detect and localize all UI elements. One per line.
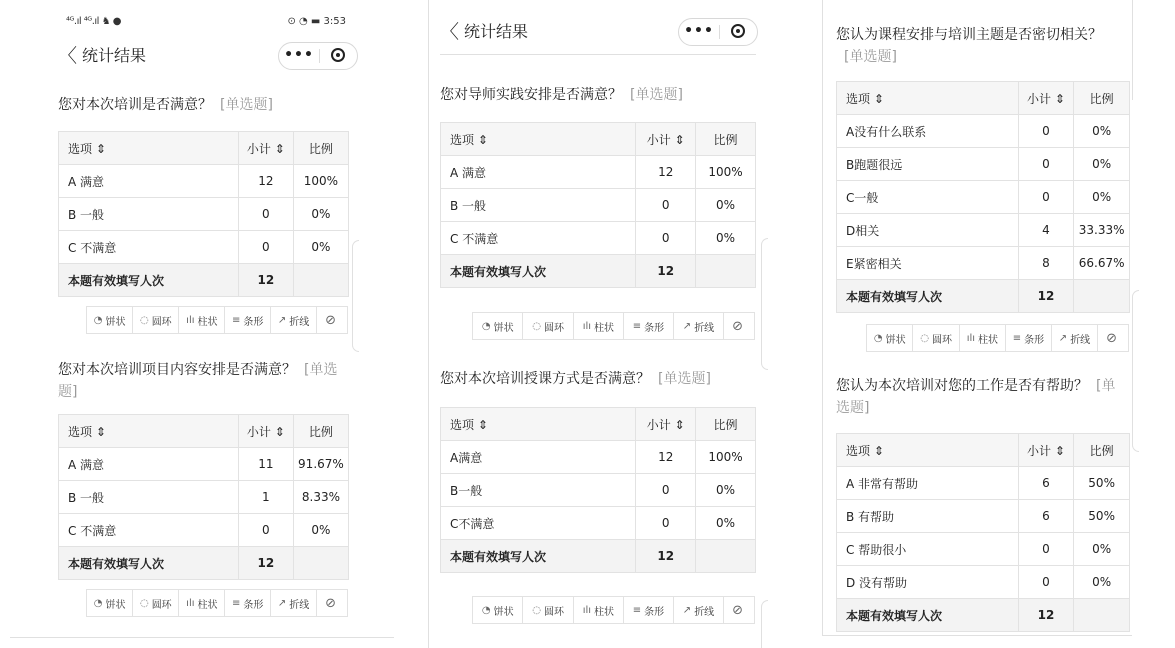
donut-chart-icon: ◌ [139,597,149,609]
disable-icon: ⊘ [325,312,336,328]
option-cell: E紧密相关 [837,247,1019,280]
option-cell: C 不满意 [59,231,239,264]
chart-button-label: 条形 [1024,334,1045,346]
chart-type-bar [472,596,755,624]
ratio-cell: 50% [1074,500,1130,533]
header-count-sort[interactable]: 小计 ⇕ [636,408,696,441]
option-cell: A 满意 [441,156,636,189]
count-cell: 0 [238,514,293,547]
option-cell: C不满意 [441,507,636,540]
chart-button-label: 圆环 [151,316,172,328]
ratio-cell: 0% [1074,115,1130,148]
column-chart-icon: ılı [186,314,195,326]
option-cell: A 满意 [59,165,239,198]
table-total-row [837,280,1130,313]
count-cell: 0 [238,198,293,231]
table-row [59,514,349,547]
chart-button-label: 条形 [644,322,665,334]
screenshot-panel-1 [0,0,400,648]
panel-edge [1132,0,1133,100]
line-chart-button[interactable] [674,313,724,339]
total-ratio-empty [1074,280,1130,313]
chart-button-label: 饼状 [493,322,514,334]
pie-chart-button[interactable] [867,325,913,351]
result-table [58,414,349,580]
count-cell: 0 [1018,148,1074,181]
table-total-row [441,540,756,573]
header-ratio: 比例 [293,132,348,165]
question-type: [单选题] [658,371,711,387]
total-label: 本题有效填写人次 [441,540,636,573]
ratio-cell: 0% [293,198,348,231]
total-ratio-empty [1074,599,1130,632]
count-cell: 0 [1018,115,1074,148]
signal-icons: ⁴ᴳ.ıl ⁴ᴳ.ıl ♞ ● [66,16,121,27]
chart-button-label: 圆环 [544,322,564,334]
total-ratio-empty [293,547,348,580]
pie-chart-button[interactable] [87,307,133,333]
pie-chart-button[interactable] [473,313,523,339]
question-title [836,375,1126,419]
count-cell: 12 [238,165,293,198]
total-label: 本题有效填写人次 [441,255,636,288]
donut-chart-icon: ◌ [920,332,929,344]
header-option-sort[interactable]: 选项 ⇕ [441,408,636,441]
scroll-edge [761,238,768,370]
hide-chart-button[interactable] [724,313,754,339]
mini-program-capsule [678,18,758,46]
total-count: 12 [1018,280,1074,313]
option-cell: C 不满意 [59,514,239,547]
ratio-cell: 0% [696,474,756,507]
table-row [59,231,349,264]
option-cell: B 一般 [441,189,636,222]
chart-button-label: 条形 [243,599,264,611]
count-cell: 0 [636,474,696,507]
chart-button-label: 柱状 [197,316,218,328]
scroll-edge [1132,290,1139,452]
back-icon[interactable]: 〈 [58,45,78,67]
ratio-cell: 33.33% [1074,214,1130,247]
donut-chart-button[interactable] [913,325,959,351]
donut-chart-button[interactable] [133,307,179,333]
table-row [441,474,756,507]
screenshot-panel-3 [812,0,1175,648]
ratio-cell: 0% [293,514,348,547]
table-row [837,467,1130,500]
table-row [441,156,756,189]
panel-divider [822,0,823,636]
page-title: 统计结果 [464,22,529,41]
hide-chart-button[interactable] [1098,325,1128,351]
chart-type-bar [86,589,348,617]
ratio-cell: 0% [696,189,756,222]
total-label: 本题有效填写人次 [59,264,239,297]
table-row [837,500,1130,533]
bottom-divider [822,635,1132,636]
back-icon[interactable]: 〈 [440,21,460,43]
chart-button-label: 柱状 [197,599,218,611]
ratio-cell: 0% [1074,566,1130,599]
header-option-sort[interactable]: 选项 ⇕ [59,132,239,165]
capsule-divider [719,25,720,39]
table-total-row [837,599,1130,632]
bar-chart-button[interactable] [1006,325,1052,351]
disable-icon: ⊘ [732,318,743,334]
nav-bar [58,42,354,72]
chart-button-label: 圆环 [932,334,952,346]
count-cell: 11 [238,448,293,481]
result-table [836,81,1130,313]
disable-icon: ⊘ [732,602,743,618]
table-row [59,198,349,231]
table-header-row [837,82,1130,115]
pie-chart-icon: ◔ [93,597,103,609]
column-chart-icon: ılı [582,320,592,332]
table-row [837,148,1130,181]
line-chart-icon: ↗ [1058,332,1068,344]
result-table [58,131,349,297]
table-total-row [441,255,756,288]
count-cell: 6 [1018,467,1074,500]
ratio-cell: 0% [696,222,756,255]
count-cell: 12 [636,156,696,189]
line-chart-icon: ↗ [682,320,692,332]
hide-chart-button[interactable] [724,597,754,623]
bar-chart-icon: ≡ [632,320,642,332]
ratio-cell: 0% [696,507,756,540]
line-chart-button[interactable] [1052,325,1098,351]
hide-chart-button[interactable] [317,307,347,333]
result-table [440,122,756,288]
total-label: 本题有效填写人次 [837,280,1019,313]
hide-chart-button[interactable] [317,590,347,616]
header-option-sort[interactable]: 选项 ⇕ [59,415,239,448]
nav-bar [440,18,762,48]
close-target-icon[interactable] [731,24,745,38]
ratio-cell: 0% [1074,533,1130,566]
chart-button-label: 圆环 [151,599,172,611]
option-cell: B 一般 [59,198,239,231]
ratio-cell: 8.33% [293,481,348,514]
question-text: 您对本次培训项目内容安排是否满意？ [58,362,296,378]
mini-program-capsule [278,42,358,70]
panel-divider [428,0,429,648]
table-header-row [837,434,1130,467]
count-cell: 0 [636,507,696,540]
table-row [837,214,1130,247]
chart-button-label: 折线 [289,599,310,611]
scrolled-table-edge [440,54,756,55]
bar-chart-button[interactable] [624,597,674,623]
table-header-row [441,123,756,156]
table-row [59,448,349,481]
header-count-sort[interactable]: 小计 ⇕ [1018,434,1074,467]
chart-button-label: 饼状 [105,316,126,328]
question-text: 您认为本次培训对您的工作是否有帮助？ [836,378,1088,394]
header-option-sort[interactable]: 选项 ⇕ [837,82,1019,115]
bar-chart-icon: ≡ [1012,332,1022,344]
count-cell: 0 [1018,533,1074,566]
table-total-row [59,547,349,580]
line-chart-button[interactable] [271,590,317,616]
bar-chart-icon: ≡ [632,604,642,616]
question-text: 您对导师实践安排是否满意？ [440,87,622,103]
ratio-cell: 0% [1074,148,1130,181]
option-cell: D相关 [837,214,1019,247]
more-icon[interactable]: ••• [284,47,314,63]
table-row [441,507,756,540]
table-row [59,481,349,514]
count-cell: 0 [1018,566,1074,599]
chart-button-label: 柱状 [594,322,615,334]
table-header-row [59,415,349,448]
total-count: 12 [238,264,293,297]
line-chart-button[interactable] [674,597,724,623]
battery-time: ⊙ ◔ ▬ 3:53 [287,16,346,27]
option-cell: B一般 [441,474,636,507]
status-bar [66,16,346,30]
chart-button-label: 条形 [243,316,264,328]
question-title [836,24,1126,68]
question-type: [单选题] [630,87,683,103]
total-count: 12 [636,540,696,573]
chart-button-label: 柱状 [978,334,999,346]
option-cell: A 满意 [59,448,239,481]
option-cell: C一般 [837,181,1019,214]
count-cell: 0 [636,222,696,255]
total-count: 12 [636,255,696,288]
question-title [58,359,348,403]
option-cell: A没有什么联系 [837,115,1019,148]
donut-chart-button[interactable] [523,597,573,623]
count-cell: 0 [1018,181,1074,214]
pie-chart-button[interactable] [473,597,523,623]
bar-chart-button[interactable] [225,307,271,333]
header-ratio: 比例 [293,415,348,448]
header-ratio: 比例 [1074,434,1130,467]
column-chart-button[interactable] [574,597,624,623]
total-ratio-empty [293,264,348,297]
capsule-divider [319,49,320,63]
header-ratio: 比例 [696,408,756,441]
option-cell: B 有帮助 [837,500,1019,533]
ratio-cell: 91.67% [293,448,348,481]
total-count: 12 [1018,599,1074,632]
table-row [441,222,756,255]
chart-button-label: 折线 [1070,334,1091,346]
question-type: [单选题] [836,378,1116,416]
table-row [837,181,1130,214]
donut-chart-icon: ◌ [139,314,149,326]
option-cell: D 没有帮助 [837,566,1019,599]
column-chart-icon: ılı [582,604,592,616]
total-label: 本题有效填写人次 [59,547,239,580]
chart-button-label: 折线 [694,606,715,618]
header-count-sort[interactable]: 小计 ⇕ [1018,82,1074,115]
ratio-cell: 100% [696,441,756,474]
header-ratio: 比例 [696,123,756,156]
option-cell: B跑题很远 [837,148,1019,181]
table-header-row [441,408,756,441]
ratio-cell: 66.67% [1074,247,1130,280]
column-chart-button[interactable] [179,590,225,616]
donut-chart-icon: ◌ [532,604,541,616]
bottom-divider [10,637,394,638]
table-row [441,441,756,474]
donut-chart-icon: ◌ [532,320,541,332]
table-header-row [59,132,349,165]
more-icon[interactable]: ••• [684,23,714,39]
header-ratio: 比例 [1074,82,1130,115]
ratio-cell: 0% [293,231,348,264]
question-type: [单选题] [844,49,897,65]
result-table [440,407,756,573]
table-row [837,115,1130,148]
header-option-sort[interactable]: 选项 ⇕ [441,123,636,156]
line-chart-icon: ↗ [682,604,692,616]
scroll-edge [352,240,359,352]
column-chart-icon: ılı [186,597,195,609]
table-row [837,247,1130,280]
ratio-cell: 100% [293,165,348,198]
header-option-sort[interactable]: 选项 ⇕ [837,434,1019,467]
chart-type-bar [866,324,1129,352]
line-chart-icon: ↗ [277,597,287,609]
table-row [441,189,756,222]
disable-icon: ⊘ [325,595,336,611]
close-target-icon[interactable] [331,48,345,62]
header-count-sort[interactable]: 小计 ⇕ [238,415,293,448]
question-text: 您对本次培训授课方式是否满意？ [440,371,650,387]
pie-chart-icon: ◔ [481,320,491,332]
count-cell: 4 [1018,214,1074,247]
question-text: 您认为课程安排与培训主题是否密切相关？ [836,27,1102,43]
donut-chart-button[interactable] [523,313,573,339]
ratio-cell: 100% [696,156,756,189]
page-title: 统计结果 [82,46,147,65]
line-chart-icon: ↗ [277,314,287,326]
table-total-row [59,264,349,297]
table-row [837,566,1130,599]
column-chart-button[interactable] [574,313,624,339]
option-cell: A 非常有帮助 [837,467,1019,500]
line-chart-button[interactable] [271,307,317,333]
chart-button-label: 饼状 [885,334,906,346]
chart-button-label: 折线 [289,316,310,328]
table-row [837,533,1130,566]
total-ratio-empty [696,255,756,288]
chart-button-label: 折线 [694,322,715,334]
header-count-sort[interactable]: 小计 ⇕ [636,123,696,156]
chart-button-label: 饼状 [493,606,514,618]
bar-chart-icon: ≡ [232,314,241,326]
column-chart-icon: ılı [966,332,976,344]
pie-chart-icon: ◔ [873,332,883,344]
count-cell: 0 [636,189,696,222]
header-count-sort[interactable]: 小计 ⇕ [238,132,293,165]
column-chart-button[interactable] [960,325,1006,351]
ratio-cell: 0% [1074,181,1130,214]
total-ratio-empty [696,540,756,573]
total-label: 本题有效填写人次 [837,599,1019,632]
chart-button-label: 条形 [644,606,665,618]
total-count: 12 [238,547,293,580]
option-cell: C 帮助很小 [837,533,1019,566]
result-table [836,433,1130,632]
disable-icon: ⊘ [1106,330,1117,346]
donut-chart-button[interactable] [133,590,179,616]
pie-chart-button[interactable] [87,590,133,616]
count-cell: 6 [1018,500,1074,533]
bar-chart-button[interactable] [624,313,674,339]
bar-chart-button[interactable] [225,590,271,616]
question-type: [单选题] [220,97,273,113]
question-title [440,368,756,390]
bar-chart-icon: ≡ [232,597,241,609]
question-text: 您对本次培训是否满意？ [58,97,212,113]
chart-type-bar [86,306,348,334]
option-cell: A满意 [441,441,636,474]
pie-chart-icon: ◔ [481,604,491,616]
pie-chart-icon: ◔ [93,314,103,326]
screenshot-panel-2 [428,0,788,648]
option-cell: B 一般 [59,481,239,514]
chart-button-label: 圆环 [544,606,564,618]
count-cell: 0 [238,231,293,264]
chart-button-label: 柱状 [594,606,615,618]
column-chart-button[interactable] [179,307,225,333]
count-cell: 12 [636,441,696,474]
count-cell: 1 [238,481,293,514]
option-cell: C 不满意 [441,222,636,255]
chart-type-bar [472,312,755,340]
question-title [58,94,348,116]
count-cell: 8 [1018,247,1074,280]
chart-button-label: 饼状 [105,599,126,611]
ratio-cell: 50% [1074,467,1130,500]
table-row [59,165,349,198]
scroll-edge [761,600,768,648]
question-type: [单选题] [58,362,338,400]
question-title [440,84,756,106]
